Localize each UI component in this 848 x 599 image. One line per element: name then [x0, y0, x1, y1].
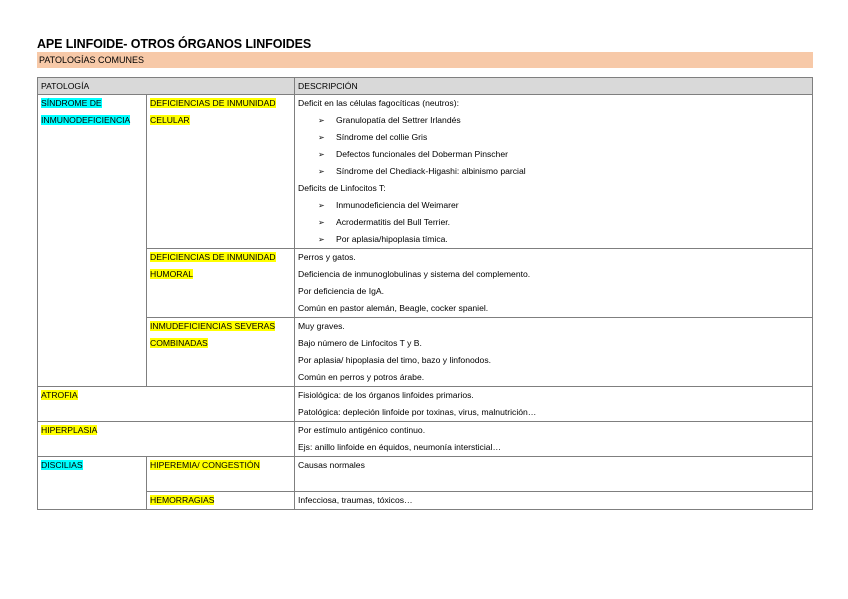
label-celular-line2: CELULAR: [150, 115, 190, 125]
table-row: [38, 249, 813, 318]
table-row: [38, 457, 813, 492]
table-row: [38, 387, 813, 422]
label-combinadas-line1: INMUDEFICIENCIAS SEVERAS: [150, 321, 276, 331]
desc-line: Por estímulo antigénico continuo.: [298, 425, 426, 435]
cell-hemorragias: [147, 492, 295, 510]
desc-line: Patológica: depleción linfoide por toxinas, virus, malnutrición…: [298, 407, 537, 417]
document-title: APE LINFOIDE- OTROS ÓRGANOS LINFOIDES: [37, 37, 312, 51]
cell-atrofia: [38, 387, 295, 422]
desc-line: Ejs: anillo linfoide en équidos, neumonía intersticial…: [298, 442, 502, 452]
cell-deficiencia-humoral: [147, 249, 295, 318]
label-hemorragias: HEMORRAGIAS: [150, 495, 215, 505]
desc-line: Deficits de Linfocitos T:: [298, 183, 386, 193]
desc-line: Común en perros y potros árabe.: [298, 372, 425, 382]
cell-desc-hiperemia: [295, 457, 813, 492]
label-sindrome-line2: INMUNODEFICIENCIA: [41, 115, 131, 125]
label-discilias: DISCILIAS: [41, 460, 83, 470]
arrow-bullet-icon: ➢: [318, 201, 325, 210]
label-atrofia: ATROFIA: [41, 390, 78, 400]
cell-desc-hemorragias: [295, 492, 813, 510]
table-row: [38, 492, 813, 510]
desc-line: Muy graves.: [298, 321, 345, 331]
cell-desc-atrofia: [295, 387, 813, 422]
cell-inmuno-combinadas: [147, 318, 295, 387]
label-hiperemia: HIPEREMIA/ CONGESTIÓN: [150, 460, 260, 470]
arrow-bullet-icon: ➢: [318, 167, 325, 176]
pathology-table: [37, 77, 813, 510]
list-item: ➢ Por aplasia/hipoplasia tímica.: [298, 231, 809, 248]
label-hiperplasia: HIPERPLASIA: [41, 425, 98, 435]
label-combinadas-line2: COMBINADAS: [150, 338, 208, 348]
arrow-bullet-icon: ➢: [318, 133, 325, 142]
cell-sindrome-inmunodeficiencia: [38, 95, 147, 387]
header-descripcion: DESCRIPCIÓN: [295, 78, 813, 95]
list-item: ➢ Acrodermatitis del Bull Terrier.: [298, 214, 809, 231]
cell-deficiencia-celular: [147, 95, 295, 249]
arrow-bullet-icon: ➢: [318, 150, 325, 159]
list-item: ➢ Síndrome del collie Gris: [298, 129, 809, 146]
label-celular-line1: DEFICIENCIAS DE INMUNIDAD: [150, 98, 276, 108]
desc-line: Por deficiencia de IgA.: [298, 286, 385, 296]
table-row: [38, 95, 813, 249]
desc-line: Bajo número de Linfocitos T y B.: [298, 338, 422, 348]
arrow-bullet-icon: ➢: [318, 218, 325, 227]
label-humoral-line2: HUMORAL: [150, 269, 193, 279]
arrow-bullet-icon: ➢: [318, 116, 325, 125]
list-item: ➢ Defectos funcionales del Doberman Pinscher: [298, 146, 809, 163]
desc-line: Por aplasia/ hipoplasia del timo, bazo y linfonodos.: [298, 355, 492, 365]
header-patologia: PATOLOGÍA: [38, 78, 295, 95]
label-humoral-line1: DEFICIENCIAS DE INMUNIDAD: [150, 252, 276, 262]
list-item: ➢ Inmunodeficiencia del Weimarer: [298, 197, 809, 214]
desc-line: Deficiencia de inmunoglobulinas y sistema del complemento.: [298, 269, 531, 279]
cell-desc-humoral: [295, 249, 813, 318]
arrow-bullet-icon: ➢: [318, 235, 325, 244]
desc-line: Común en pastor alemán, Beagle, cocker spaniel.: [298, 303, 489, 313]
cell-hiperplasia: [38, 422, 295, 457]
cell-discilias: [38, 457, 147, 510]
desc-line: Deficit en las células fagocíticas (neutros):: [298, 98, 459, 108]
cell-desc-hiperplasia: [295, 422, 813, 457]
cell-desc-celular: [295, 95, 813, 249]
section-subtitle: PATOLOGÍAS COMUNES: [37, 52, 813, 68]
table-row: [38, 422, 813, 457]
desc-line: Causas normales: [298, 460, 365, 470]
desc-line: Perros y gatos.: [298, 252, 356, 262]
table-header-row: [38, 78, 813, 95]
cell-hiperemia: [147, 457, 295, 492]
list-item: ➢ Síndrome del Chediack-Higashi: albinismo parcial: [298, 163, 809, 180]
label-sindrome-line1: SÍNDROME DE: [41, 98, 102, 108]
desc-line: Infecciosa, traumas, tóxicos…: [298, 495, 413, 505]
cell-desc-combinadas: [295, 318, 813, 387]
list-item: ➢ Granulopatía del Settrer Irlandés: [298, 112, 809, 129]
table-row: [38, 318, 813, 387]
desc-line: Fisiológica: de los órganos linfoides primarios.: [298, 390, 474, 400]
